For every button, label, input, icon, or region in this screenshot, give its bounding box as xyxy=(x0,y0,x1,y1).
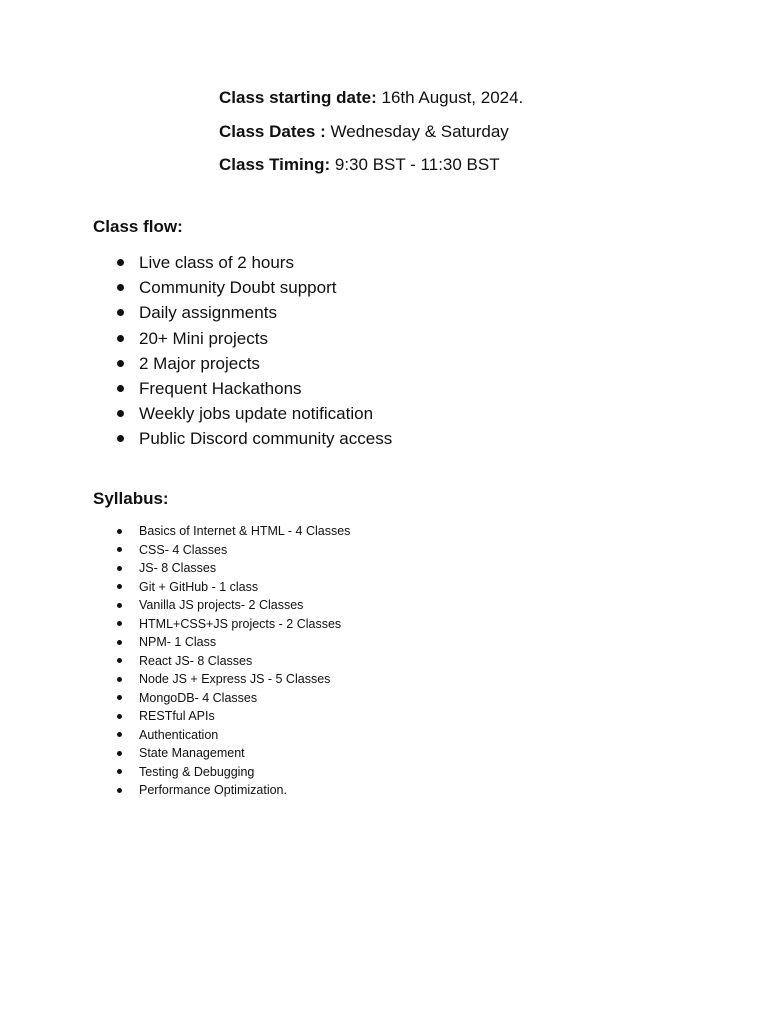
bullet-icon xyxy=(117,284,124,291)
list-item xyxy=(0,726,350,745)
bullet-icon xyxy=(117,309,124,316)
list-item-text: Vanilla JS projects- 2 Classes xyxy=(139,598,304,612)
class-timing xyxy=(219,155,500,175)
bullet-icon xyxy=(117,732,122,737)
bullet-icon xyxy=(117,751,122,756)
bullet-icon xyxy=(117,695,122,700)
list-item-text: Performance Optimization. xyxy=(139,783,287,797)
bullet-icon xyxy=(117,788,122,793)
bullet-icon xyxy=(117,335,124,342)
bullet-icon xyxy=(117,529,122,534)
list-item-text: State Management xyxy=(139,746,245,760)
list-item xyxy=(0,351,392,376)
list-item-text: Frequent Hackathons xyxy=(139,378,302,398)
list-item xyxy=(0,401,392,426)
list-item-text: NPM- 1 Class xyxy=(139,635,217,649)
class-starting-date-value: 16th August, 2024. xyxy=(376,88,524,107)
bullet-icon xyxy=(117,658,122,663)
list-item xyxy=(0,633,350,652)
list-item-text: JS- 8 Classes xyxy=(139,561,217,575)
list-item xyxy=(0,426,392,451)
bullet-icon xyxy=(117,410,124,417)
list-item-text: React JS- 8 Classes xyxy=(139,653,253,668)
list-item xyxy=(0,670,350,689)
list-item-text: Node JS + Express JS - 5 Classes xyxy=(139,672,331,686)
list-item xyxy=(0,578,350,597)
bullet-icon xyxy=(117,435,124,442)
bullet-icon xyxy=(117,360,124,367)
list-item xyxy=(0,300,392,325)
list-item-text: Authentication xyxy=(139,727,219,742)
list-item-text: Testing & Debugging xyxy=(139,764,255,779)
list-item xyxy=(0,707,350,726)
list-item xyxy=(0,541,350,560)
class-timing-label: Class Timing: xyxy=(219,155,331,174)
list-item xyxy=(0,652,350,671)
syllabus-heading: Syllabus: xyxy=(93,489,169,508)
list-item xyxy=(0,559,350,578)
bullet-icon xyxy=(117,714,122,719)
syllabus-list xyxy=(0,522,350,800)
class-dates xyxy=(219,122,509,142)
list-item-text: RESTful APIs xyxy=(139,709,215,723)
bullet-icon xyxy=(117,640,122,645)
bullet-icon xyxy=(117,603,122,608)
bullet-icon xyxy=(117,385,124,392)
list-item xyxy=(0,689,350,708)
list-item xyxy=(0,275,392,300)
list-item xyxy=(0,744,350,763)
bullet-icon xyxy=(117,677,122,682)
bullet-icon xyxy=(117,259,124,266)
list-item xyxy=(0,326,392,351)
class-starting-date-label: Class starting date: xyxy=(219,88,377,107)
list-item-text: 2 Major projects xyxy=(139,353,260,373)
list-item-text: Community Doubt support xyxy=(139,278,337,298)
bullet-icon xyxy=(117,769,122,774)
class-flow-heading: Class flow: xyxy=(93,217,183,236)
class-flow-list xyxy=(0,250,392,452)
bullet-icon xyxy=(117,621,122,626)
list-item-text: HTML+CSS+JS projects - 2 Classes xyxy=(139,616,342,631)
list-item xyxy=(0,615,350,634)
list-item-text: Public Discord community access xyxy=(139,429,393,449)
list-item xyxy=(0,596,350,615)
bullet-icon xyxy=(117,547,122,552)
list-item xyxy=(0,781,350,800)
class-dates-label: Class Dates : xyxy=(219,122,326,141)
list-item-text: Git + GitHub - 1 class xyxy=(139,579,259,594)
list-item-text: MongoDB- 4 Classes xyxy=(139,690,258,705)
list-item-text: Basics of Internet & HTML - 4 Classes xyxy=(139,524,351,538)
list-item-text: Weekly jobs update notification xyxy=(139,404,374,424)
list-item xyxy=(0,763,350,782)
list-item xyxy=(0,376,392,401)
list-item xyxy=(0,250,392,275)
list-item xyxy=(0,522,350,541)
bullet-icon xyxy=(117,566,122,571)
bullet-icon xyxy=(117,584,122,589)
class-dates-value: Wednesday & Saturday xyxy=(325,122,509,141)
list-item-text: Live class of 2 hours xyxy=(139,253,294,272)
list-item-text: 20+ Mini projects xyxy=(139,328,268,348)
class-timing-value: 9:30 BST - 11:30 BST xyxy=(330,155,500,174)
class-starting-date xyxy=(219,88,523,108)
list-item-text: CSS- 4 Classes xyxy=(139,542,228,557)
list-item-text: Daily assignments xyxy=(139,303,277,323)
